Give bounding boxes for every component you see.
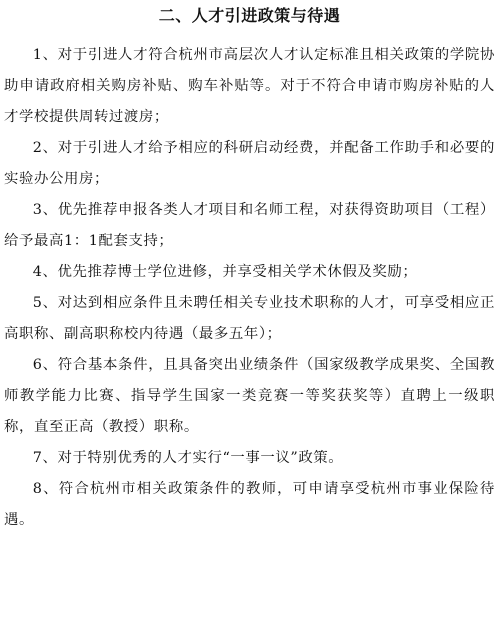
policy-item-7: 7、对于特别优秀的人才实行“一事一议”政策。 [32,450,344,466]
policy-item-2: 2、对于引进人才给予相应的科研启动经费，并配备工作助手和必要的实验办公用房； [4,140,495,187]
policy-item-4: 4、优先推荐博士学位进修，并享受相关学术休假及奖励； [32,264,418,280]
policy-item-1: 1、对于引进人才符合杭州市高层次人才认定标准且相关政策的学院协助申请政府相关购房补贴、购车补贴等。对于不符合申请市购房补贴的人才学校提供周转过渡房； [4,47,495,125]
section-title: 二、人才引进政策与待遇 [158,6,341,25]
policy-item-5: 5、对达到相应条件且未聘任相关专业技术职称的人才，可享受相应正高职称、副高职称校内待遇（最多五年）； [4,295,495,342]
policy-item-8: 8、符合杭州市相关政策条件的教师，可申请享受杭州市事业保险待遇。 [4,481,495,528]
policy-item-6: 6、符合基本条件，且具备突出业绩条件（国家级教学成果奖、全国教师教学能力比赛、指导学生国家一类竞赛一等奖获奖等）直聘上一级职称，直至正高（教授）职称。 [4,357,495,435]
policy-item-3: 3、优先推荐申报各类人才项目和名师工程，对获得资助项目（工程）给予最高1：1配套支持； [4,202,495,249]
